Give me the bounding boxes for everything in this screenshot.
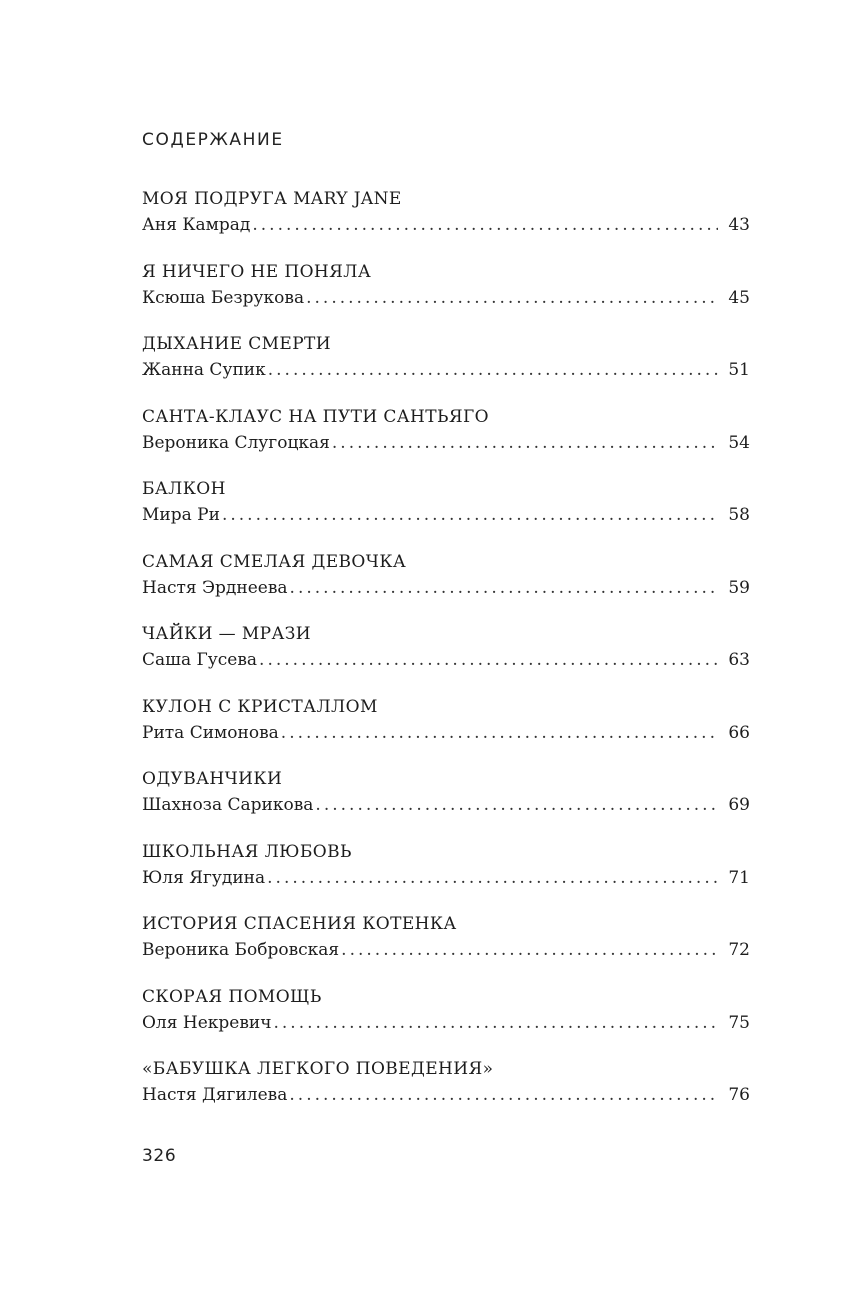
author-name: Юля Ягудина [142, 867, 266, 888]
author-name: Мира Ри [142, 505, 220, 525]
author-line [142, 575, 750, 601]
story-title: ДЫХАНИЕ СМЕРТИ [142, 334, 332, 354]
dot-leader [252, 212, 718, 238]
story-title: ИСТОРИЯ СПАСЕНИЯ КОТЕНКА [142, 914, 457, 934]
toc-entry [142, 839, 750, 912]
story-title: ШКОЛЬНАЯ ЛЮБОВЬ [142, 841, 352, 862]
page-number: 58 [728, 505, 750, 525]
story-title: КУЛОН С КРИСТАЛЛОМ [142, 696, 378, 717]
author-name: Ксюша Безрукова [142, 287, 305, 308]
toc-entry [142, 331, 750, 404]
dot-leader [332, 430, 718, 456]
toc-entry [142, 404, 750, 477]
dot-leader [341, 937, 718, 963]
author-name: Вероника Слугоцкая [142, 432, 330, 453]
story-title: ОДУВАНЧИКИ [142, 769, 283, 789]
dot-leader [259, 647, 718, 673]
page-number: 59 [728, 577, 750, 598]
toc-entry [142, 911, 750, 984]
book-page [142, 0, 750, 1312]
dot-leader [281, 720, 718, 746]
dot-leader [289, 1082, 718, 1108]
dot-leader [268, 357, 718, 383]
toc-entry [142, 259, 750, 332]
contents-heading: СОДЕРЖАНИЕ [142, 130, 284, 150]
page-number: 71 [728, 867, 750, 888]
author-line [142, 1010, 750, 1036]
dot-leader [273, 1010, 718, 1036]
table-of-contents [142, 186, 750, 1129]
toc-entry [142, 186, 750, 259]
author-line [142, 212, 750, 238]
toc-entry [142, 694, 750, 767]
story-title: САМАЯ СМЕЛАЯ ДЕВОЧКА [142, 551, 407, 572]
story-title: Я НИЧЕГО НЕ ПОНЯЛА [142, 261, 372, 282]
page-number: 43 [728, 215, 750, 235]
author-name: Настя Эрднеева [142, 577, 288, 598]
author-name: Шахноза Сарикова [142, 795, 314, 815]
page-number: 51 [728, 360, 750, 380]
dot-leader [306, 285, 718, 311]
dot-leader [315, 792, 718, 818]
story-title: СКОРАЯ ПОМОЩЬ [142, 986, 322, 1007]
folio-page-number: 326 [142, 1146, 177, 1166]
dot-leader [267, 865, 718, 891]
story-title: «БАБУШКА ЛЕГКОГО ПОВЕДЕНИЯ» [142, 1059, 494, 1079]
page-number: 63 [728, 650, 750, 670]
author-name: Жанна Супик [142, 360, 266, 380]
author-line [142, 647, 750, 673]
author-line [142, 1082, 750, 1108]
dot-leader [290, 575, 718, 601]
toc-entry [142, 621, 750, 694]
toc-entry [142, 549, 750, 622]
toc-entry [142, 1056, 750, 1129]
page-number: 76 [728, 1085, 750, 1105]
author-line [142, 937, 750, 963]
author-name: Настя Дягилева [142, 1085, 288, 1105]
author-line [142, 285, 750, 311]
toc-entry [142, 984, 750, 1057]
page-number: 72 [728, 940, 750, 960]
author-line [142, 720, 750, 746]
story-title: ЧАЙКИ — МРАЗИ [142, 624, 311, 644]
page-number: 45 [728, 287, 750, 308]
story-title: МОЯ ПОДРУГА MARY JANE [142, 189, 402, 209]
page-number: 66 [728, 722, 750, 743]
author-line [142, 430, 750, 456]
toc-entry [142, 766, 750, 839]
author-name: Вероника Бобровская [142, 940, 340, 960]
story-title: САНТА-КЛАУС НА ПУТИ САНТЬЯГО [142, 406, 489, 427]
toc-entry [142, 476, 750, 549]
author-line [142, 792, 750, 818]
page-number: 69 [728, 795, 750, 815]
story-title: БАЛКОН [142, 479, 226, 499]
author-line [142, 502, 750, 528]
dot-leader [222, 502, 718, 528]
author-name: Оля Некревич [142, 1012, 272, 1033]
author-line [142, 357, 750, 383]
author-name: Рита Симонова [142, 722, 279, 743]
page-number: 75 [728, 1012, 750, 1033]
author-name: Аня Камрад [142, 215, 251, 235]
page-number: 54 [728, 432, 750, 453]
author-line [142, 865, 750, 891]
author-name: Саша Гусева [142, 650, 258, 670]
